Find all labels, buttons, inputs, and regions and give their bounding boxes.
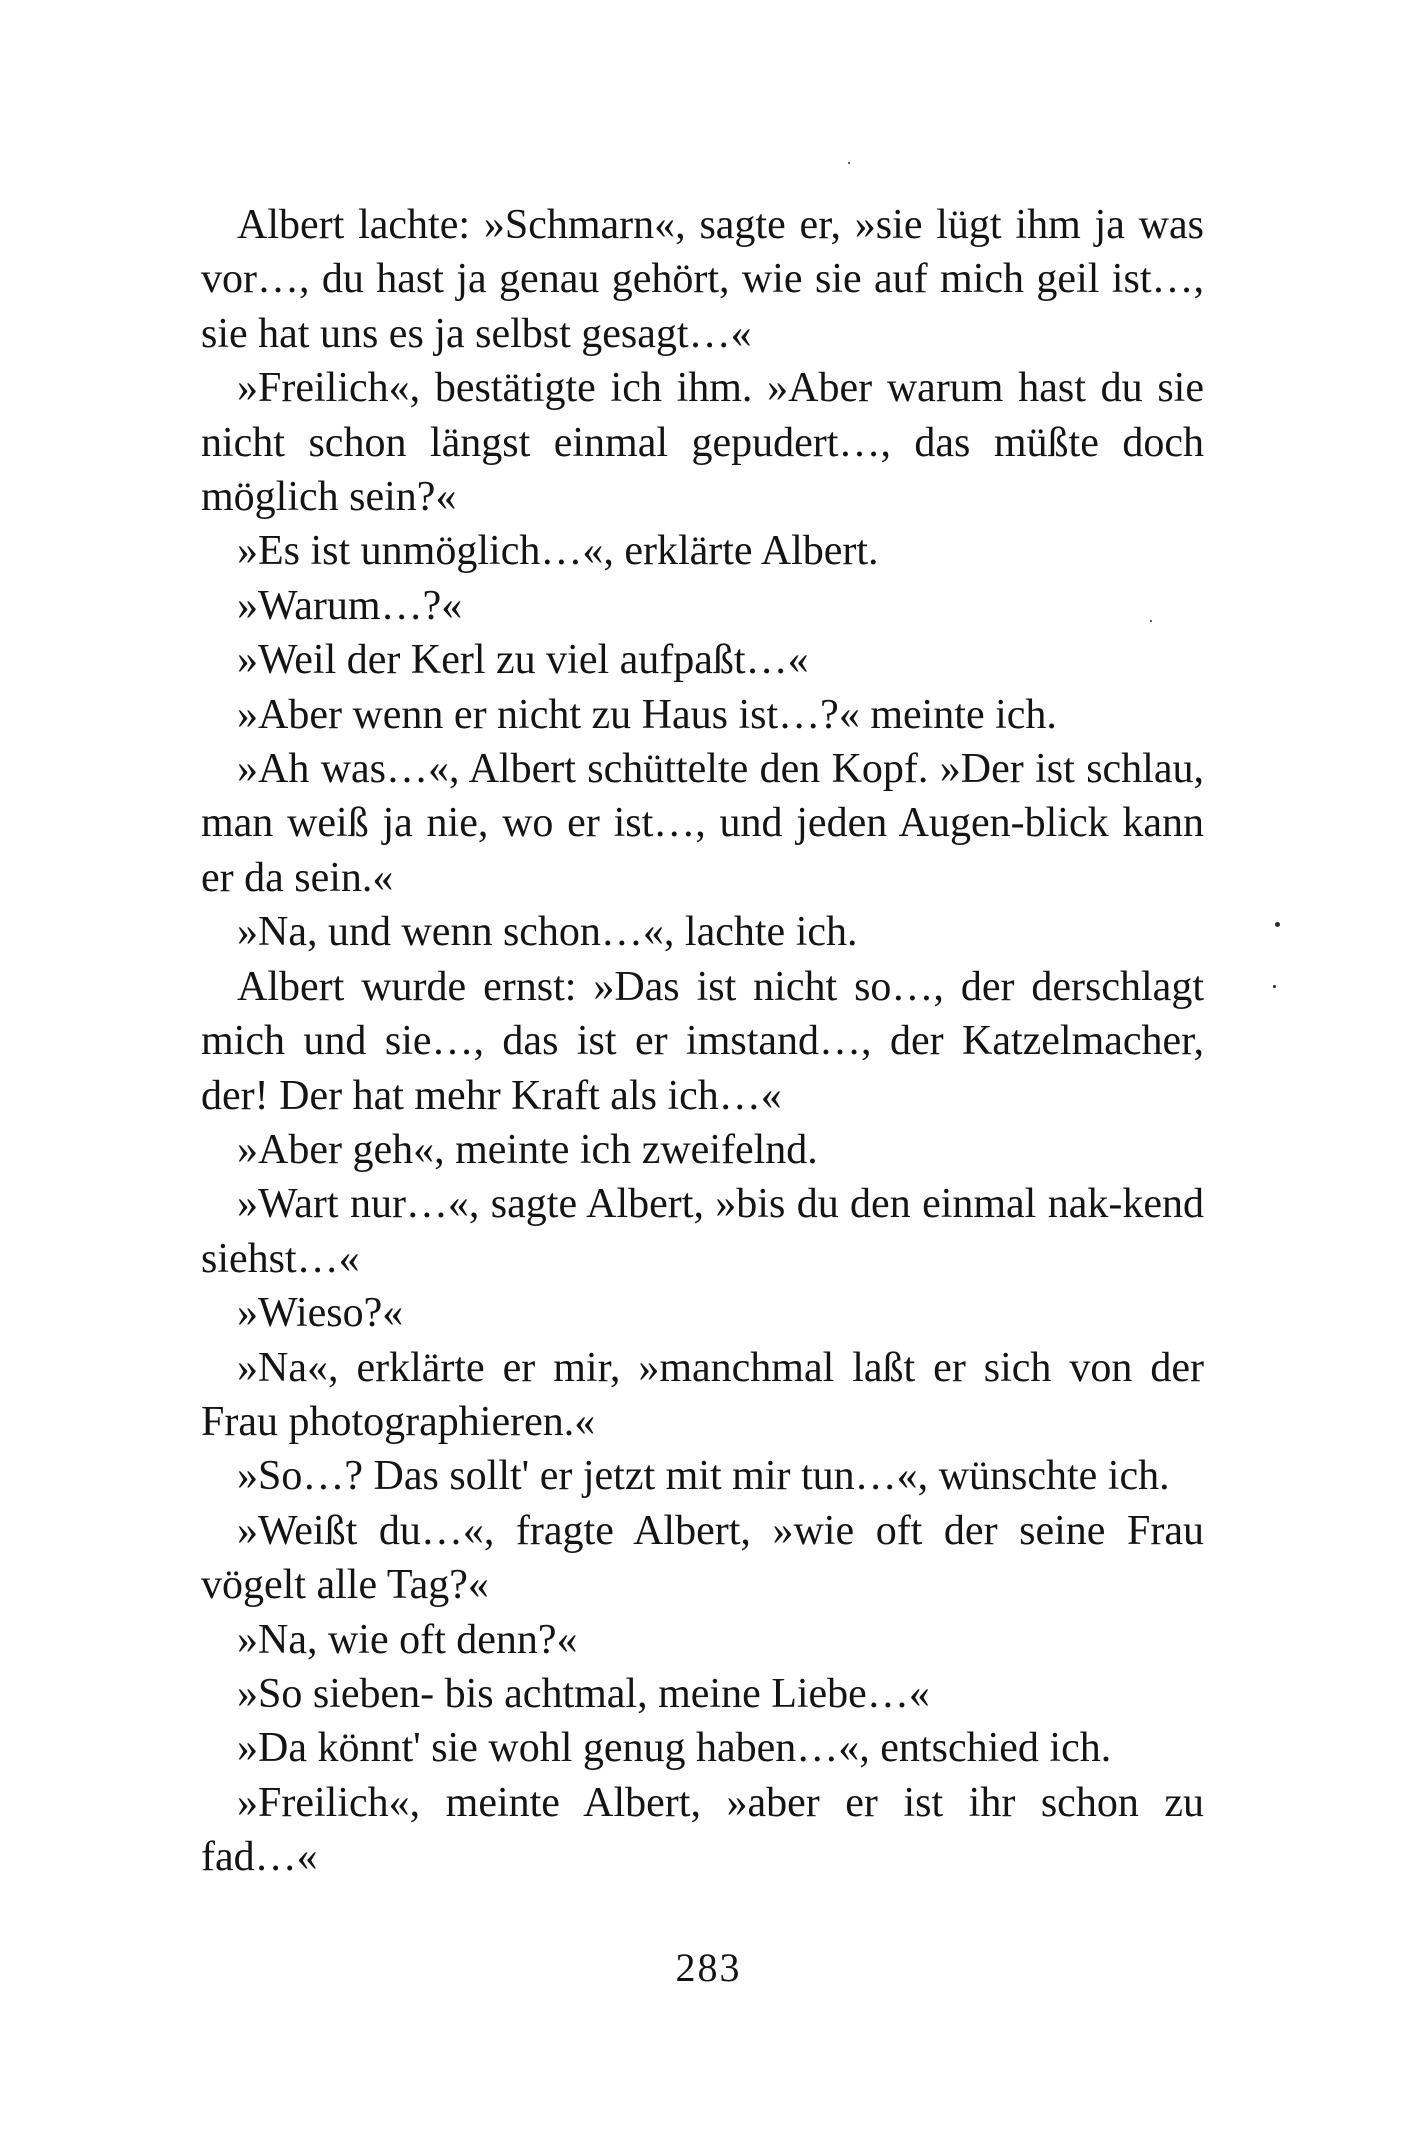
paragraph: »Na, und wenn schon…«, lachte ich.: [237, 909, 858, 956]
paragraph: »Da könnt' sie wohl genug haben…«, entschied ich.: [237, 1725, 1112, 1772]
paragraph: »Freilich«, bestätigte ich ihm. »Aber warum hast du sie nicht schon längst einmal gepudert…, das müßte doch möglich sein?«: [201, 365, 1204, 521]
paragraph: »Na, wie oft denn?«: [237, 1616, 578, 1663]
paragraph: »Weißt du…«, fragte Albert, »wie oft der seine Frau vögelt alle Tag?«: [201, 1507, 1204, 1609]
paragraph: »Warum…?«: [237, 582, 463, 629]
page-number: 283: [675, 1945, 742, 1990]
paragraph: »So…? Das sollt' er jetzt mit mir tun…«, wünschte ich.: [237, 1453, 1170, 1500]
scan-speck: [1273, 985, 1276, 988]
body-text: [201, 198, 1204, 1885]
paragraph: »Aber geh«, meinte ich zweifelnd.: [237, 1126, 818, 1173]
scan-speck: [1150, 620, 1152, 622]
paragraph: »So sieben- bis achtmal, meine Liebe…«: [237, 1670, 930, 1717]
paragraph: »Es ist unmöglich…«, erklärte Albert.: [237, 528, 879, 575]
paragraph: »Ah was…«, Albert schüttelte den Kopf. »Der ist schlau, man weiß ja nie, wo er ist…, und jeden Augen-blick kann er da sein.«: [201, 746, 1204, 901]
scan-speck: [1275, 922, 1280, 927]
paragraph: Albert lachte: »Schmarn«, sagte er, »sie lügt ihm ja was vor…, du hast ja genau gehört, wie sie auf mich geil ist…, sie hat uns es ja selbst gesagt…«: [201, 202, 1204, 357]
paragraph: »Na«, erklärte er mir, »manchmal laßt er sich von der Frau photographieren.«: [201, 1344, 1204, 1445]
paragraph: Albert wurde ernst: »Das ist nicht so…, der derschlagt mich und sie…, das ist er imstand…, der Katzelmacher, der! Der hat mehr Kraft als ich…«: [201, 963, 1204, 1119]
paragraph: »Wieso?«: [237, 1290, 404, 1337]
paragraph: »Wart nur…«, sagte Albert, »bis du den einmal nak-kend siehst…«: [201, 1181, 1204, 1282]
paragraph: »Freilich«, meinte Albert, »aber er ist ihr schon zu fad…«: [201, 1779, 1204, 1881]
scan-speck: [848, 162, 850, 164]
paragraph: »Weil der Kerl zu viel aufpaßt…«: [237, 637, 809, 684]
paragraph: »Aber wenn er nicht zu Haus ist…?« meinte ich.: [237, 691, 1057, 738]
